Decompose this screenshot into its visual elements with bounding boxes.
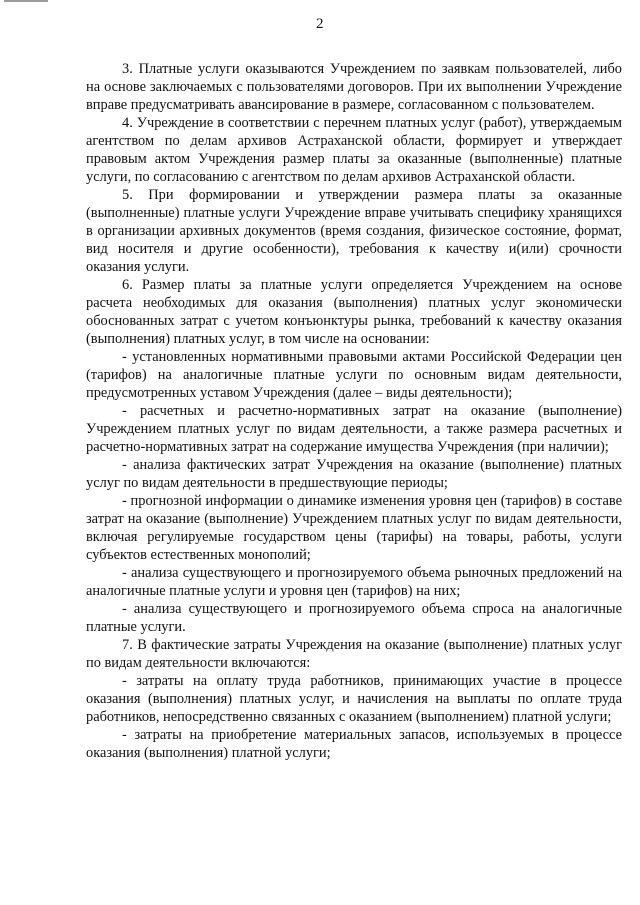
scan-edge-mark [4, 0, 48, 2]
document-body [86, 60, 622, 762]
paragraph-3: 3. Платные услуги оказываются Учреждением по заявкам пользователей, либо на основе заключаемых с пользователями договоров. При их выполнении Учреждение вправе предусматривать авансирование в размере, согласованном с пользователем. [86, 61, 622, 113]
list-item-demand: - анализа существующего и прогнозируемого объема спроса на аналогичные платные услуги. [86, 601, 622, 635]
list-item-normative-prices: - установленных нормативными правовыми актами Российской Федерации цен (тарифов) на аналогичные платные услуги по основным видам деятельности, предусмотренных уставом Учреждения (далее – виды деятельности); [86, 349, 622, 401]
page-number: 2 [316, 16, 324, 32]
list-item-material-costs: - затраты на приобретение материальных запасов, используемых в процессе оказания (выполнения) платной услуги; [86, 727, 622, 761]
list-item-market-supply: - анализа существующего и прогнозируемого объема рыночных предложений на аналогичные платные услуги и уровня цен (тарифов) на них; [86, 565, 622, 599]
paragraph-7: 7. В фактические затраты Учреждения на оказание (выполнение) платных услуг по видам деятельности включаются: [86, 637, 622, 671]
list-item-actual-costs: - анализа фактических затрат Учреждения на оказание (выполнение) платных услуг по видам деятельности в предшествующие периоды; [86, 457, 622, 491]
paragraph-5: 5. При формировании и утверждении размера платы за оказанные (выполненные) платные услуги Учреждение вправе учитывать специфику хранящихся в организации архивных документов (время создания, физическое состояние, формат, вид носителя и другие особенности), требования к качеству и(или) срочности оказания услуги. [86, 187, 622, 275]
list-item-labor-costs: - затраты на оплату труда работников, принимающих участие в процессе оказания (выполнения) платных услуг, и начисления на выплаты по оплате труда работников, непосредственно связанных с оказанием (выполнением) платной услуги; [86, 673, 622, 725]
list-item-calculated-costs: - расчетных и расчетно-нормативных затрат на оказание (выполнение) Учреждением платных услуг по видам деятельности, а также размера расчетных и расчетно-нормативных затрат на содержание имущества Учреждения (при наличии); [86, 403, 622, 455]
list-item-price-forecast: - прогнозной информации о динамике изменения уровня цен (тарифов) в составе затрат на оказание (выполнение) Учреждением платных услуг по видам деятельности, включая регулируемые государством цены (тарифы) на товары, работы, услуги субъектов естественных монополий; [86, 493, 622, 563]
paragraph-4: 4. Учреждение в соответствии с перечнем платных услуг (работ), утверждаемым агентством по делам архивов Астраханской области, формирует и утверждает правовым актом Учреждения размер платы за оказанные (выполненные) платные услуги, по согласованию с агентством по делам архивов Астраханской области. [86, 115, 622, 185]
paragraph-6: 6. Размер платы за платные услуги определяется Учреждением на основе расчета необходимых для оказания (выполнения) платных услуг экономически обоснованных затрат с учетом конъюнктуры рынка, требований к качеству оказания (выполнения) платных услуг, в том числе на основании: [86, 277, 622, 347]
